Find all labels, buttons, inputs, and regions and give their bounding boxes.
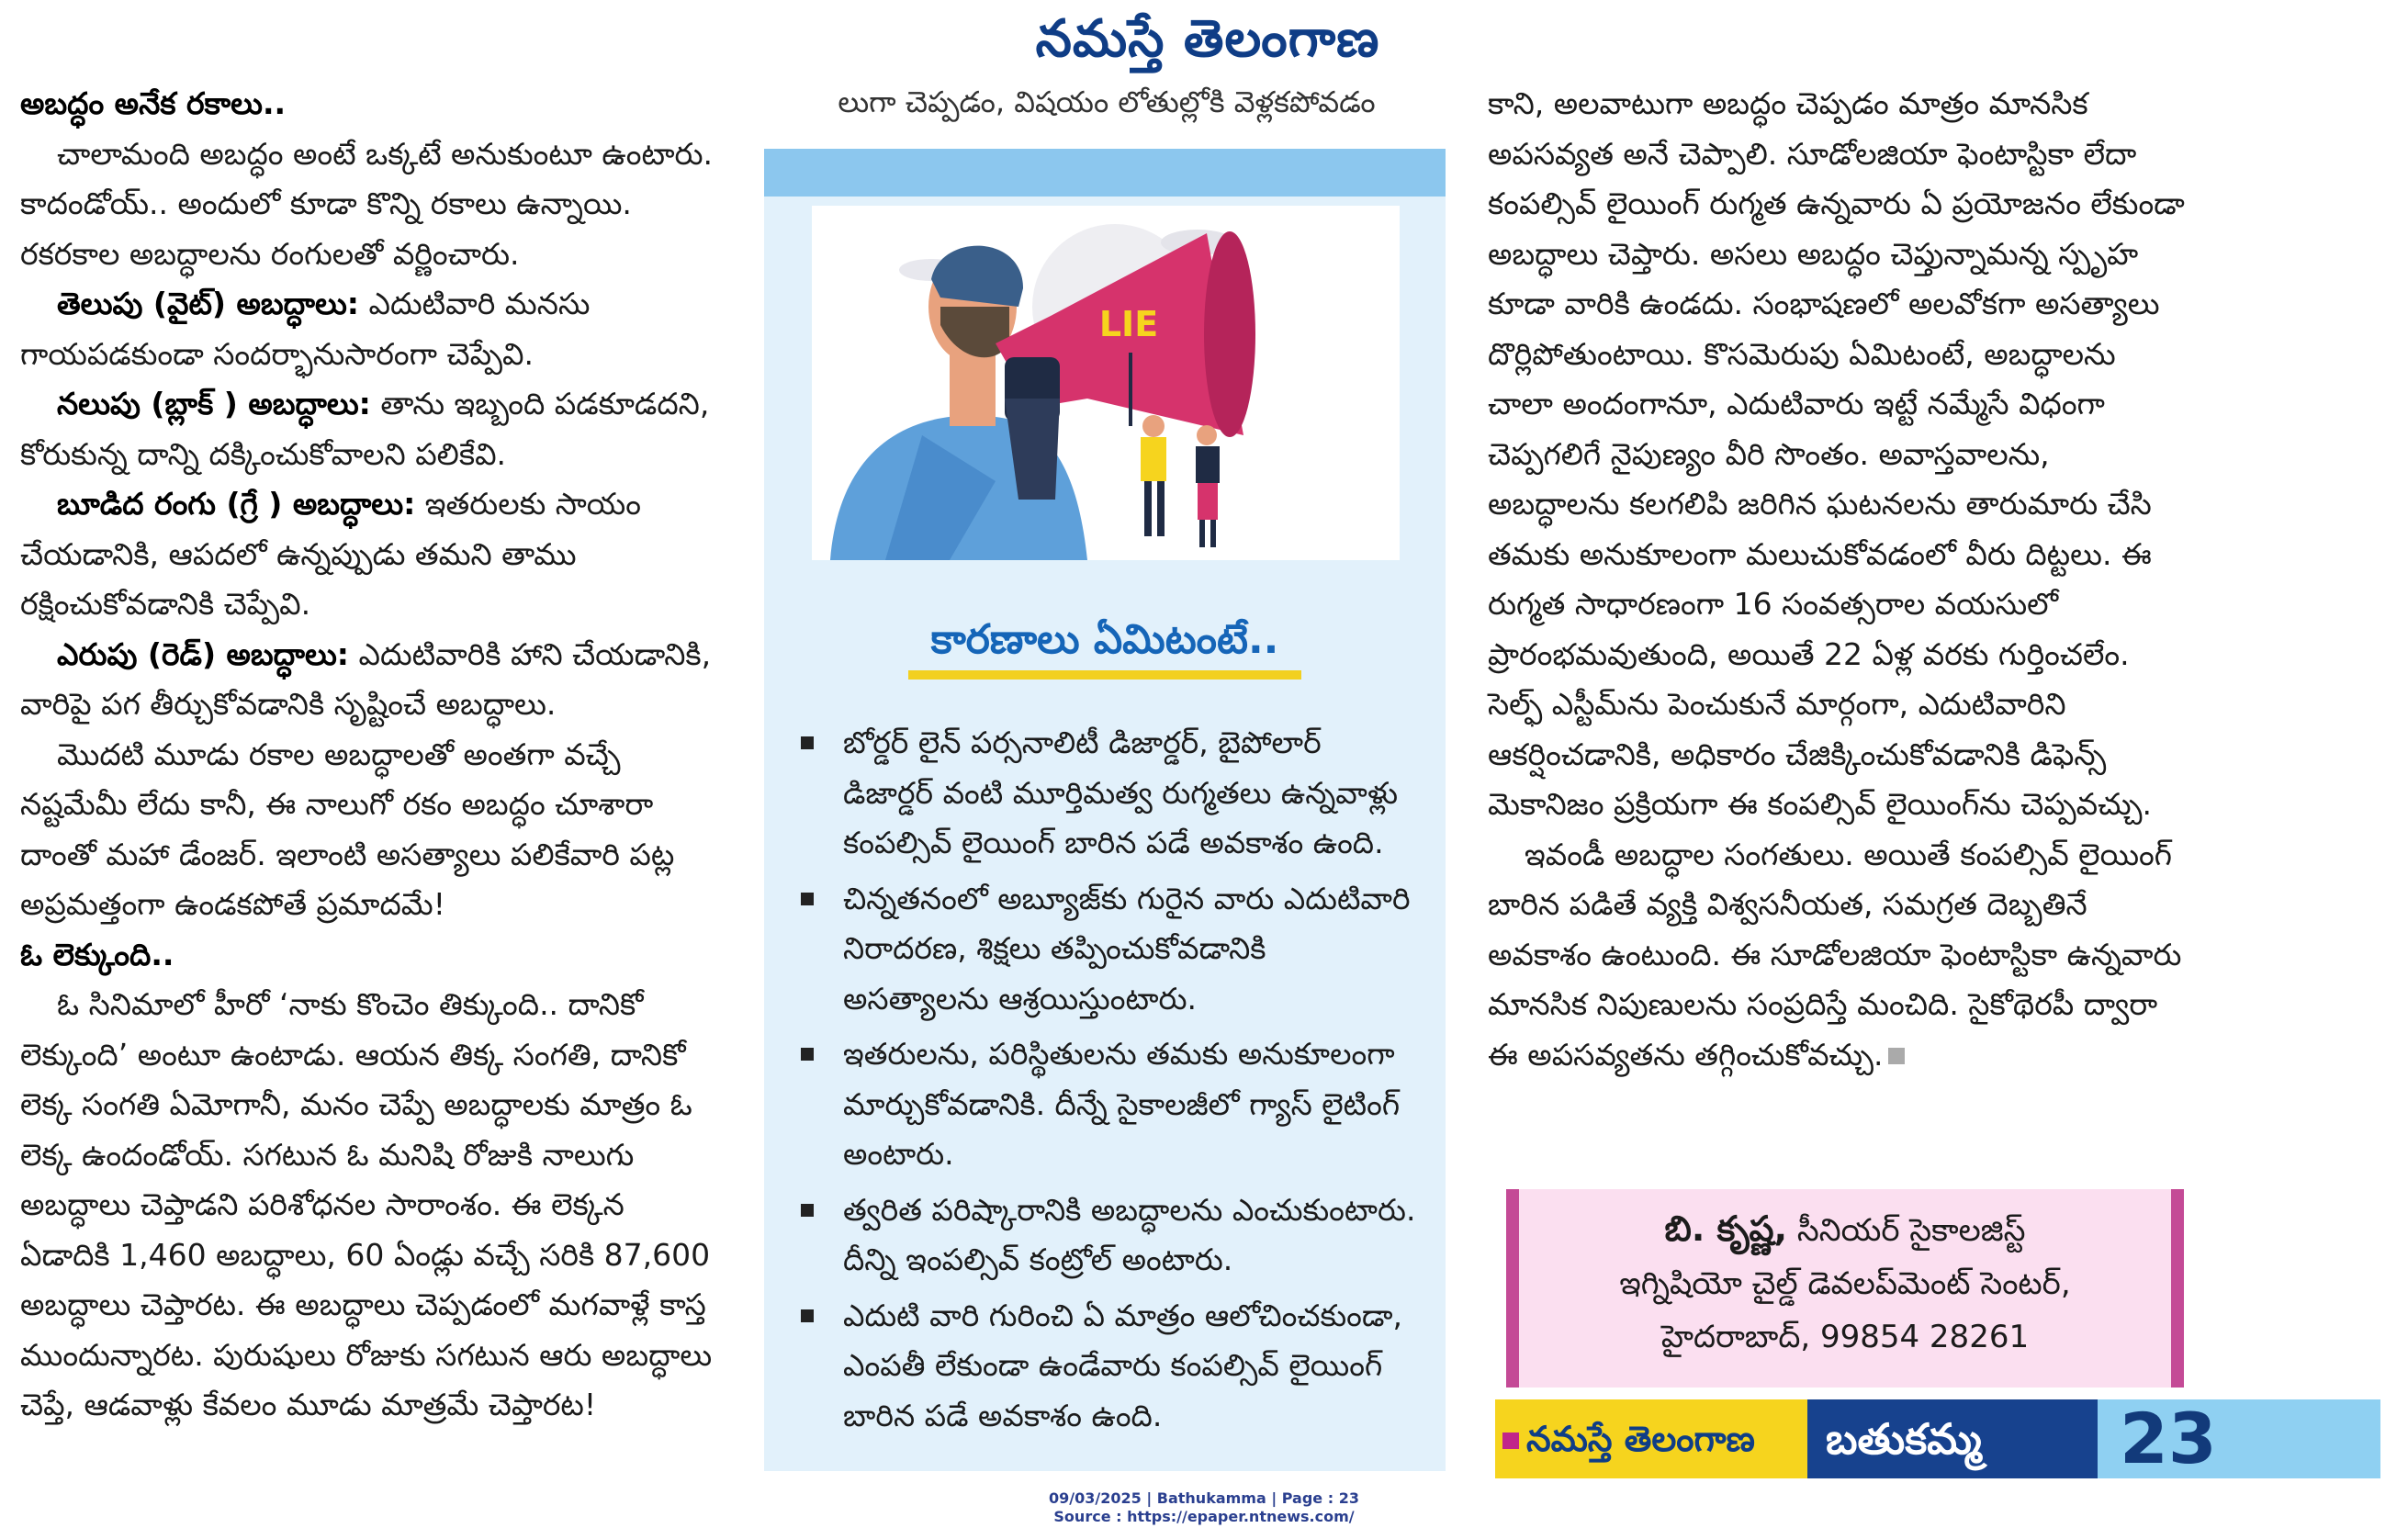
label-grey-lies: బూడిద రంగు (గ్రే ) అబద్ధాలు: (57, 486, 416, 522)
panel-top-band (764, 149, 1446, 197)
list-item (801, 1185, 1416, 1286)
text-black-lies: తాను ఇబ్బంది పడకూడదని, కోరుకున్న దాన్ని దక్కించుకోవాలని పలికేవి. (20, 386, 710, 472)
page-footer-band (1495, 1399, 2380, 1478)
paragraph-white-lies (20, 279, 718, 379)
author-title: సీనియర్ సైకాలజిస్ట్ (1787, 1212, 2026, 1249)
paragraph-grey-lies (20, 479, 718, 630)
square-bullet-icon (801, 893, 814, 905)
list-item (801, 1291, 1416, 1442)
label-black-lies: నలుపు (బ్లాక్ ) అబద్ధాలు: (57, 386, 371, 421)
paragraph-conclusion (1488, 830, 2186, 1081)
author-box (1506, 1189, 2184, 1388)
author-organization: ఇగ్నిషియో చైల్డ్ డెవలప్‌మెంట్ సెంటర్, (1619, 1265, 2071, 1302)
list-item (801, 874, 1416, 1025)
author-name: బి. కృష్ణ, (1664, 1208, 1788, 1249)
left-column (20, 79, 718, 1431)
source-caption (0, 1489, 2408, 1526)
reasons-panel (764, 149, 1446, 1471)
author-line (1519, 1202, 2171, 1257)
reasons-list (801, 718, 1416, 1446)
end-mark-icon (1888, 1048, 1905, 1064)
paragraph-intro: చాలామంది అబద్ధం అంటే ఒక్కటే అనుకుంటూ ఉంటారు. కాదండోయ్.. అందులో కూడా కొన్ని రకాలు ఉన్నాయి. రకరకాల అబద్ధాలను రంగులతో వర్ణించారు. (20, 135, 714, 272)
list-item-text: చిన్నతనంలో అబ్యూజ్‌కు గురైన వారు ఎదుటివారి నిరాదరణ, శిక్షలు తప్పించుకోవడానికి అసత్యాలను ఆశ్రయిస్తుంటారు. (843, 880, 1411, 1017)
heading-underline (908, 670, 1301, 680)
masthead-logo: నమస్తే తెలంగాణ (1035, 9, 1380, 69)
author-city-phone: హైదరాబాద్, 99854 28261 (1660, 1319, 2030, 1355)
paragraph-red-lies (20, 630, 718, 730)
subheading-count: ఓ లెక్కుంది.. (20, 936, 174, 972)
source-url-line: Source : https://epaper.ntnews.com/ (1053, 1508, 1355, 1525)
section-name: బతుకమ్మ (1826, 1414, 1982, 1464)
list-item-text: త్వరిత పరిష్కారానికి అబద్ధాలను ఎంచుకుంటారు. దీన్ని ఇంపల్సివ్ కంట్రోల్ అంటారు. (843, 1191, 1416, 1277)
paragraph-first-three: మొదటి మూడు రకాల అబద్ధాలతో అంతగా వచ్చే నష్టమేమీ లేదు కానీ, ఈ నాలుగో రకం అబద్ధం చూశారా దాంతో మహా డేంజర్. ఇలాంటి అసత్యాలు పలికేవారి పట్ల అప్రమత్తంగా ఉండకపోతే ప్రమాదమే! (20, 736, 675, 922)
list-item (801, 718, 1416, 869)
conclusion-text: ఇవండీ అబద్ధాల సంగతులు. అయితే కంపల్సివ్ లైయింగ్ బారిన పడితే వ్యక్తి విశ్వసనీయత, సమగ్రత దెబ్బతినే అవకాశం ఉంటుంది. ఈ సూడోలజియా ఫెంటాస్టికా ఉన్నవారు మానసిక నిపుణులను సంప్రదిస్తే మంచిది. సైకోథెరపీ ద్వారా ఈ అపసవ్యతను తగ్గించుకోవచ్చు. (1488, 836, 2182, 1073)
label-red-lies: ఎరుపు (రెడ్) అబద్ధాలు: (57, 635, 349, 672)
subheading-types: అబద్ధం అనేక రకాలు.. (20, 85, 287, 121)
text-grey-lies: ఇతరులకు సాయం చేయడానికి, ఆపదలో ఉన్నప్పుడు తమని తాము రక్షించుకోవడానికి చెప్పేవి. (20, 486, 641, 622)
paragraph-black-lies (20, 379, 718, 479)
middle-top-line: లుగా చెప్పడం, విషయం లోతుల్లోకి వెళ్లకపోవడం (838, 84, 1376, 119)
square-bullet-icon (801, 1309, 814, 1322)
text-red-lies: ఎదుటివారికి హాని చేయడానికి, వారిపై పగ తీర్చుకోవడానికి సృష్టించే అబద్ధాలు. (20, 635, 712, 722)
page-number: 23 (2120, 1399, 2217, 1478)
list-item-text: ఎదుటి వారి గురించి ఏ మాత్రం ఆలోచించకుండా, ఎంపతీ లేకుండా ఉండేవారు కంపల్సివ్ లైయింగ్ బారిన పడే అవకాశం ఉంది. (843, 1297, 1402, 1433)
text-white-lies: ఎదుటివారి మనసు గాయపడకుండా సందర్భానుసారంగా చెప్పేవి. (20, 286, 591, 372)
lie-sign-text: LIE (1098, 304, 1159, 344)
footer-brand: నమస్తే తెలంగాణ (1526, 1419, 1755, 1459)
list-item-text: ఇతరులను, పరిస్థితులను తమకు అనుకూలంగా మార్చుకోవడానికి. దీన్నే సైకాలజీలో గ్యాస్ లైటింగ్ అంటారు. (843, 1036, 1401, 1172)
reasons-heading: కారణాలు ఏమిటంటే.. (930, 616, 1279, 663)
right-column (1488, 79, 2186, 1080)
paragraph-count: ఓ సినిమాలో హీరో ‘నాకు కొంచెం తిక్కుంది.. దానికో లెక్కుంది’ అంటూ ఉంటాడు. ఆయన తిక్క సంగతి, దానికో లెక్క సంగతి ఏమోగానీ, మనం చెప్పే అబద్ధాలకు మాత్రం ఓ లెక్క ఉందండోయ్. సగటున ఓ మనిషి రోజుకి నాలుగు అబద్ధాలు చెప్తాడని పరిశోధనల సారాంశం. ఈ లెక్కన ఏడాదికి 1,460 అబద్ధాలు, 60 ఏండ్లు వచ్చే సరికి 87,600 అబద్ధాలు చెప్తారట. ఈ అబద్ధాలు చెప్పడంలో మగవాళ్లే కాస్త ముందున్నారట. పురుషులు రోజుకు సగటున ఆరు అబద్ధాలు చెప్తే, ఆడవాళ్లు కేవలం మూడు మాత్రమే చెప్తారట! (20, 986, 713, 1422)
source-date-line: 09/03/2025 | Bathukamma | Page : 23 (1049, 1489, 1359, 1507)
square-bullet-icon (801, 1204, 814, 1217)
square-bullet-icon (801, 1048, 814, 1061)
label-white-lies: తెలుపు (వైట్) అబద్ధాలు: (57, 286, 359, 321)
magenta-square-icon (1502, 1432, 1519, 1449)
lie-illustration (812, 206, 1400, 560)
paragraph-disorder: కాని, అలవాటుగా అబద్ధం చెప్పడం మాత్రం మానసిక అపసవ్యత అనే చెప్పాలి. సూడోలజియా ఫెంటాస్టికా లేదా కంపల్సివ్ లైయింగ్ రుగ్మత ఉన్నవారు ఏ ప్రయోజనం లేకుండా అబద్ధాలు చెప్తారు. అసలు అబద్ధం చెప్తున్నామన్న స్పృహ కూడా వారికి ఉండదు. సంభాషణలో అలవోకగా అసత్యాలు దొర్లిపోతుంటాయి. కొసమెరుపు ఏమిటంటే, అబద్ధాలను చాలా అందంగానూ, ఎదుటివారు ఇట్టే నమ్మేసే విధంగా చెప్పగలిగే నైపుణ్యం వీరి సొంతం. అవాస్తవాలను, అబద్ధాలను కలగలిపి జరిగిన ఘటనలను తారుమారు చేసి తమకు అనుకూలంగా మలుచుకోవడంలో వీరు దిట్టలు. ఈ రుగ్మత సాధారణంగా 16 సంవత్సరాల వయసులో ప్రారంభమవుతుంది, అయితే 22 ఏళ్ల వరకు గుర్తించలేం. సెల్ఫ్ ఎస్టీమ్‌ను పెంచుకునే మార్గంగా, ఎదుటివారిని ఆకర్షించడానికి, అధికారం చేజిక్కించుకోవడానికి డిఫెన్స్ మెకానిజం ప్రక్రియగా ఈ కంపల్సివ్ లైయింగ్‌ను చెప్పవచ్చు. (1488, 85, 2185, 822)
square-bullet-icon (801, 736, 814, 749)
list-item (801, 1029, 1416, 1180)
list-item-text: బోర్డర్ లైన్ పర్సనాలిటీ డిజార్డర్, బైపోలార్ డిజార్డర్ వంటి మూర్తిమత్వ రుగ్మతలు ఉన్నవాళ్లు కంపల్సివ్ లైయింగ్ బారిన పడే అవకాశం ఉంది. (843, 725, 1399, 860)
megaphone-illustration-icon (812, 206, 1400, 560)
